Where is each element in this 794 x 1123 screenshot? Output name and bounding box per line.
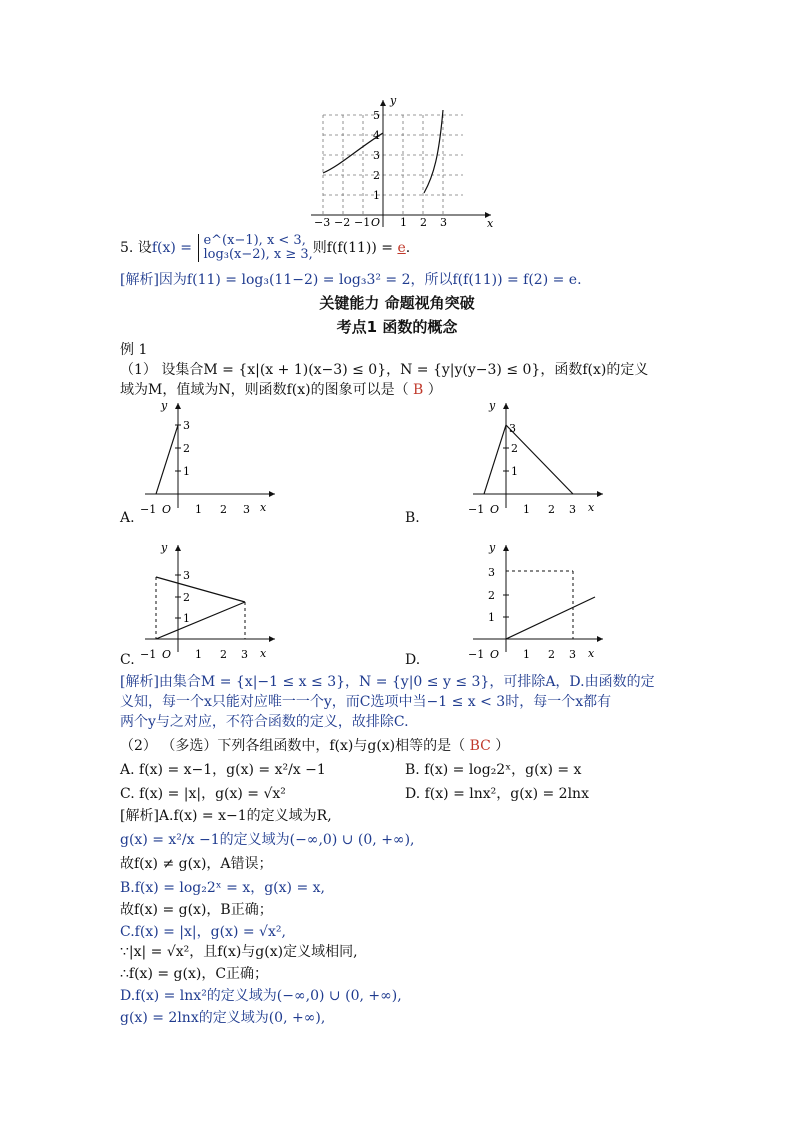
- q5-answer: e: [397, 240, 406, 256]
- option-a-label: A.: [120, 510, 135, 526]
- q2-analysis-line: C.f(x) = |x|，g(x) = √x²,: [120, 924, 286, 940]
- b-y-tick: 3: [509, 422, 516, 435]
- q1-answer: B: [413, 382, 424, 398]
- top-function-graph: [296, 95, 506, 230]
- question-5: 5. 设f(x) = e^(x−1), x < 3, log₃(x−2), x ≥ 3,则f(f(11)) = e.: [120, 233, 411, 262]
- top-y-tick: 3: [373, 149, 380, 162]
- c-y-tick: 1: [183, 612, 190, 625]
- b-y-label: y: [489, 399, 496, 412]
- top-x-tick: 3: [440, 216, 447, 229]
- top-x-tick: 2: [420, 216, 427, 229]
- q2-stem-close: ）: [490, 738, 510, 754]
- q2-option-c: C. f(x) = |x|，g(x) = √x²: [120, 786, 286, 802]
- option-c-label: C.: [120, 652, 135, 668]
- q2-analysis-line: ∴f(x) = g(x)，C正确；: [120, 966, 269, 982]
- option-b-label: B.: [405, 510, 420, 526]
- q1-stem-line2: [120, 380, 442, 400]
- q2-stem: [120, 736, 509, 756]
- d-x-label: x: [588, 647, 595, 660]
- b-x-tick: 1: [523, 503, 530, 516]
- top-y-label: y: [390, 95, 397, 107]
- b-x-tick: 3: [569, 503, 576, 516]
- d-y-tick: 1: [488, 611, 495, 624]
- q2-analysis-line: [解析]A.f(x) = x−1的定义域为R,: [120, 808, 332, 824]
- b-x-tick: 2: [548, 503, 555, 516]
- a-y-tick: 2: [183, 442, 190, 455]
- a-x-tick: 1: [195, 503, 202, 516]
- d-y-label: y: [489, 541, 496, 554]
- c-x-tick: 1: [195, 648, 202, 661]
- a-y-label: y: [161, 399, 168, 412]
- b-x-tick: −1: [468, 503, 485, 516]
- q2-analysis-line: ∵|x| = √x²，且f(x)与g(x)定义域相同,: [120, 944, 358, 960]
- q2-analysis-line: D.f(x) = lnx²的定义域为(−∞,0) ∪ (0, +∞),: [120, 988, 402, 1004]
- q1-analysis-line1: [解析]由集合M = {x|−1 ≤ x ≤ 3}，N = {y|0 ≤ y ≤ 3}，可排除A，D.由函数的定: [120, 674, 655, 690]
- q5-fx: f(x) =: [151, 240, 197, 256]
- q5-then: 则f(f(11)) =: [312, 240, 393, 256]
- a-origin: O: [162, 503, 172, 516]
- q5-case2: log₃(x−2), x ≥ 3,: [203, 247, 313, 262]
- q1-analysis-line3: 两个y与之对应，不符合函数的定义，故排除C.: [120, 714, 409, 730]
- top-x-tick: −3: [314, 216, 331, 229]
- c-y-tick: 3: [183, 569, 190, 582]
- c-x-tick: 2: [220, 648, 227, 661]
- q1-stem-close: ）: [423, 382, 442, 398]
- c-y-tick: 2: [183, 591, 190, 604]
- a-x-tick: 3: [243, 503, 250, 516]
- option-d-label: D.: [405, 652, 421, 668]
- d-x-tick: 1: [523, 648, 530, 661]
- c-x-label: x: [260, 647, 267, 660]
- d-x-tick: 2: [548, 648, 555, 661]
- top-x-label: x: [487, 217, 494, 230]
- d-x-tick: 3: [569, 648, 576, 661]
- q2-analysis-line: 故f(x) = g(x)，B正确；: [120, 902, 273, 918]
- b-origin: O: [490, 503, 500, 516]
- top-y-tick: 2: [373, 169, 380, 182]
- q2-answer: BC: [469, 738, 491, 754]
- a-x-tick: 2: [220, 503, 227, 516]
- q5-piecewise: [198, 234, 312, 262]
- q2-option-b: B. f(x) = log₂2ˣ，g(x) = x: [405, 762, 582, 778]
- q2-option-a: A. f(x) = x−1，g(x) = x²/x −1: [120, 762, 326, 778]
- q2-analysis-line: g(x) = x²/x −1的定义域为(−∞,0) ∪ (0, +∞),: [120, 832, 415, 848]
- q2-option-d: D. f(x) = lnx²，g(x) = 2lnx: [405, 786, 589, 802]
- q2-analysis-line: g(x) = 2lnx的定义域为(0, +∞),: [120, 1010, 326, 1026]
- section-heading: 关键能力 命题视角突破: [319, 294, 475, 312]
- d-x-tick: −1: [468, 648, 485, 661]
- curve-right: [424, 110, 443, 193]
- d-y-tick: 2: [488, 589, 495, 602]
- d-origin: O: [490, 648, 500, 661]
- top-origin: O: [371, 216, 381, 229]
- option-graph-b: [463, 398, 613, 523]
- top-y-tick: 4: [373, 129, 380, 142]
- q5-case1: e^(x−1), x < 3,: [203, 233, 306, 248]
- top-y-tick: 1: [373, 189, 380, 202]
- q1-stem-text: 域为M，值域为N，则函数f(x)的图象可以是（: [120, 382, 414, 398]
- example-label: 例 1: [120, 342, 148, 358]
- c-x-tick: −1: [140, 648, 157, 661]
- q5-analysis: [解析]因为f(11) = log₃(11−2) = log₃3² = 2，所以f(f(11)) = f(2) = e.: [120, 272, 582, 288]
- q2-analysis-line: 故f(x) ≠ g(x)，A错误；: [120, 856, 273, 872]
- a-x-tick: −1: [140, 503, 157, 516]
- top-x-tick: 1: [400, 216, 407, 229]
- b-y-tick: 2: [511, 442, 518, 455]
- q2-analysis-line: B.f(x) = log₂2ˣ = x，g(x) = x,: [120, 880, 325, 896]
- c-origin: O: [162, 648, 172, 661]
- option-graph-d: [463, 540, 613, 665]
- a-x-label: x: [260, 501, 267, 514]
- top-x-tick: −1: [354, 216, 371, 229]
- subsection-heading: 考点1 函数的概念: [336, 318, 458, 336]
- c-x-tick: 3: [241, 648, 248, 661]
- option-graph-c: [135, 540, 285, 665]
- q1-analysis-line2: 义知，每一个x只能对应唯一一个y，而C选项中当−1 ≤ x < 3时，每一个x都有: [120, 694, 612, 710]
- c-y-label: y: [161, 541, 168, 554]
- q1-stem-line1: （1） 设集合M = {x|(x + 1)(x−3) ≤ 0}，N = {y|y(y−3) ≤ 0}，函数f(x)的定义: [120, 362, 649, 378]
- q5-prefix: 5. 设: [120, 240, 152, 256]
- option-graph-a: [135, 398, 285, 523]
- a-y-tick: 3: [183, 419, 190, 432]
- b-x-label: x: [588, 501, 595, 514]
- d-y-tick: 3: [488, 566, 495, 579]
- b-y-tick: 1: [511, 465, 518, 478]
- a-y-tick: 1: [183, 465, 190, 478]
- top-x-tick: −2: [334, 216, 351, 229]
- top-y-tick: 5: [373, 109, 380, 122]
- q2-stem-text: （2） （多选）下列各组函数中，f(x)与g(x)相等的是（: [120, 738, 470, 754]
